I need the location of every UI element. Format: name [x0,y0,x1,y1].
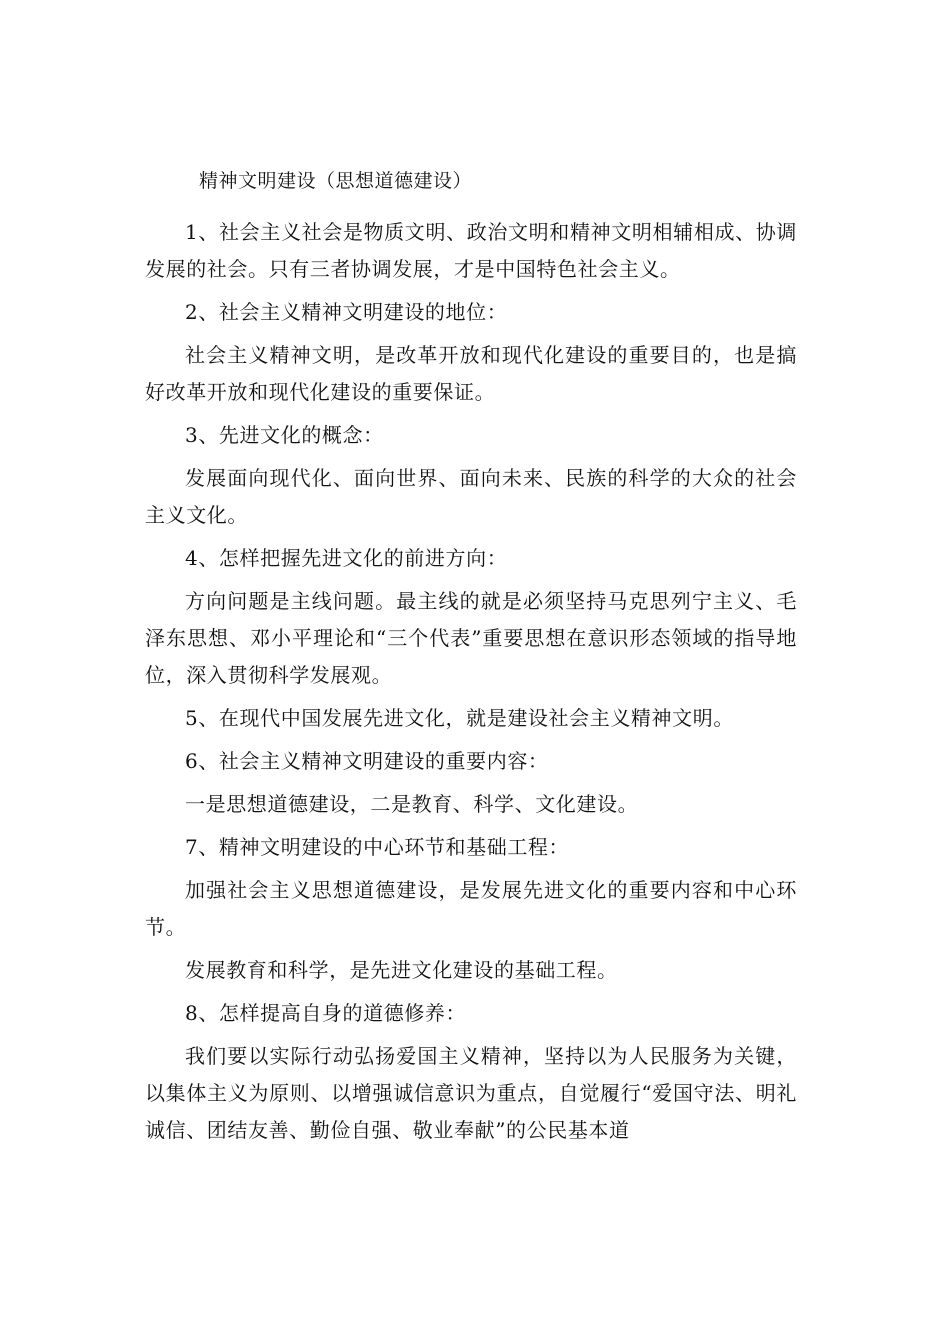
paragraph: 加强社会主义思想道德建设，是发展先进文化的重要内容和中心环节。 [145,878,797,939]
paragraph: 发展教育和科学，是先进文化建设的基础工程。 [185,958,618,982]
paragraph: 4、怎样把握先进文化的前进方向： [185,546,508,570]
paragraph: 2、社会主义精神文明建设的地位： [185,300,508,324]
paragraph: 6、社会主义精神文明建设的重要内容： [185,749,549,773]
paragraph: 5、在现代中国发展先进文化，就是建设社会主义精神文明。 [185,706,734,730]
document-body [145,214,797,1155]
paragraph: 1、社会主义社会是物质文明、政治文明和精神文明相辅相成、协调发展的社会。只有三者协调发展，才是中国特色社会主义。 [145,220,797,281]
paragraph: 8、怎样提高自身的道德修养： [185,1001,467,1025]
paragraph: 3、先进文化的概念： [185,423,384,447]
paragraph: 一是思想道德建设，二是教育、科学、文化建设。 [185,792,639,816]
paragraph: 7、精神文明建设的中心环节和基础工程： [185,835,570,859]
paragraph: 社会主义精神文明，是改革开放和现代化建设的重要目的，也是搞好改革开放和现代化建设的重要保证。 [145,343,797,404]
paragraph: 我们要以实际行动弘扬爱国主义精神，坚持以为人民服务为关键，以集体主义为原则、以增强诚信意识为重点，自觉履行“爱国守法、明礼诚信、团结友善、勤俭自强、敬业奉献”的公民基本道 [145,1044,797,1142]
paragraph: 发展面向现代化、面向世界、面向未来、民族的科学的大众的社会主义文化。 [145,466,797,527]
paragraph: 方向问题是主线问题。最主线的就是必须坚持马克思列宁主义、毛泽东思想、邓小平理论和“三个代表”重要思想在意识形态领域的指导地位，深入贯彻科学发展观。 [145,589,797,687]
document-title: 精神文明建设（思想道德建设） [199,170,473,192]
